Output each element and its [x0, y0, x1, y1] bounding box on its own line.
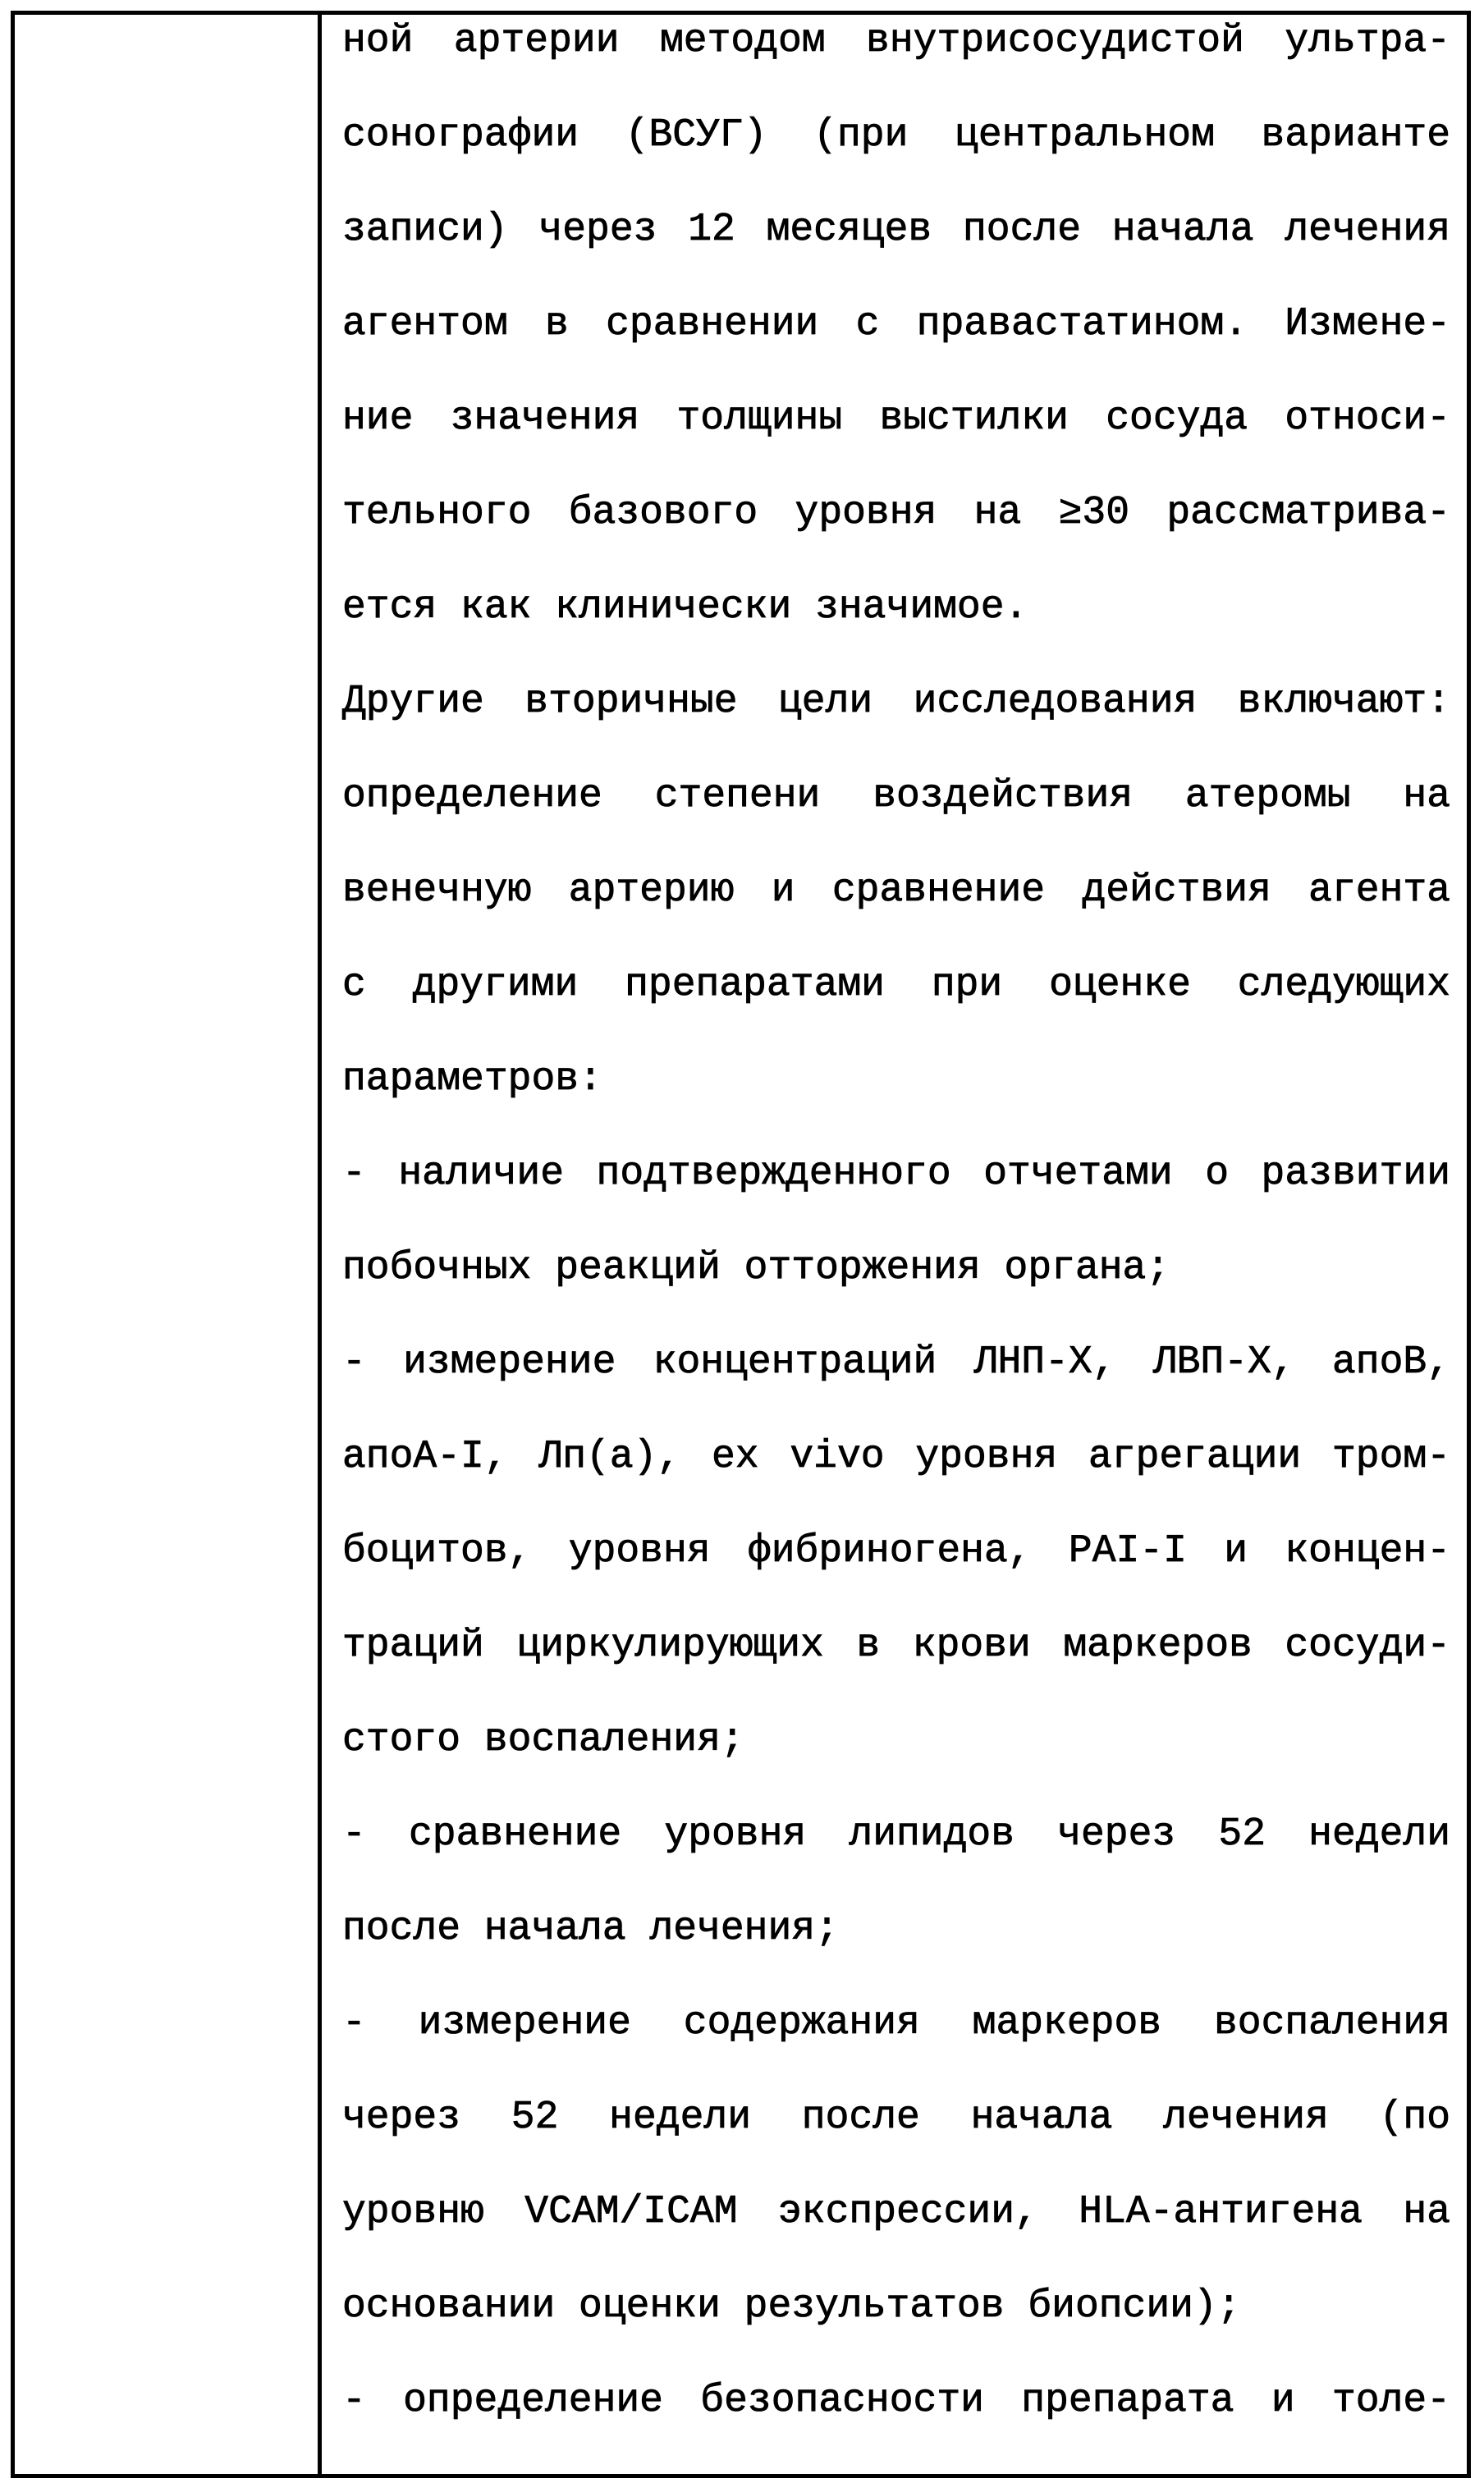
text-line: побочных реакций отторжения органа;: [342, 1246, 1170, 1290]
text-line: с другими препаратами при оценке следующих: [342, 963, 1450, 1007]
text-line: уровню VCAM/ICAM экспрессии, HLA-антигена на: [342, 2190, 1450, 2234]
text-line: - наличие подтвержденного отчетами о развитии: [342, 1152, 1450, 1196]
text-line: траций циркулирующих в крови маркеров сосуди-: [342, 1624, 1450, 1668]
text-line: параметров:: [342, 1057, 602, 1102]
text-line: сонографии (ВСУГ) (при центральном варианте: [342, 113, 1450, 158]
text-line: агентом в сравнении с правастатином. Измене-: [342, 302, 1450, 346]
text-block: [342, 15, 1450, 2448]
text-line: - измерение содержания маркеров воспаления: [342, 2001, 1450, 2045]
text-line: венечную артерию и сравнение действия агента: [342, 868, 1450, 913]
text-line: Другие вторичные цели исследования включают:: [342, 680, 1450, 724]
text-line: после начала лечения;: [342, 1907, 839, 1951]
text-line: - измерение концентраций ЛНП-Х, ЛВП-Х, апоВ,: [342, 1340, 1450, 1385]
text-line: апоА-I, Лп(а), ex vivo уровня агрегации тром-: [342, 1435, 1450, 1479]
text-line: - определение безопасности препарата и толе-: [342, 2379, 1450, 2423]
text-line: записи) через 12 месяцев после начала лечения: [342, 208, 1450, 252]
table-cell-right: [322, 15, 1467, 2474]
text-line: боцитов, уровня фибриногена, PAI-I и концен-: [342, 1529, 1450, 1574]
text-line: определение степени воздействия атеромы на: [342, 774, 1450, 818]
table-cell-left: [15, 15, 322, 2474]
text-line: через 52 недели после начала лечения (по: [342, 2096, 1450, 2140]
text-line: ние значения толщины выстилки сосуда относи-: [342, 396, 1450, 441]
text-line: ется как клинически значимое.: [342, 585, 1028, 630]
text-line: ной артерии методом внутрисосудистой ультра-: [342, 19, 1450, 63]
text-line: - сравнение уровня липидов через 52 недели: [342, 1812, 1450, 1857]
patent-table: [11, 11, 1471, 2478]
text-line: стого воспаления;: [342, 1718, 744, 1762]
text-line: основании оценки результатов биопсии);: [342, 2284, 1241, 2329]
text-line: тельного базового уровня на ≥30 рассматрива-: [342, 491, 1450, 535]
